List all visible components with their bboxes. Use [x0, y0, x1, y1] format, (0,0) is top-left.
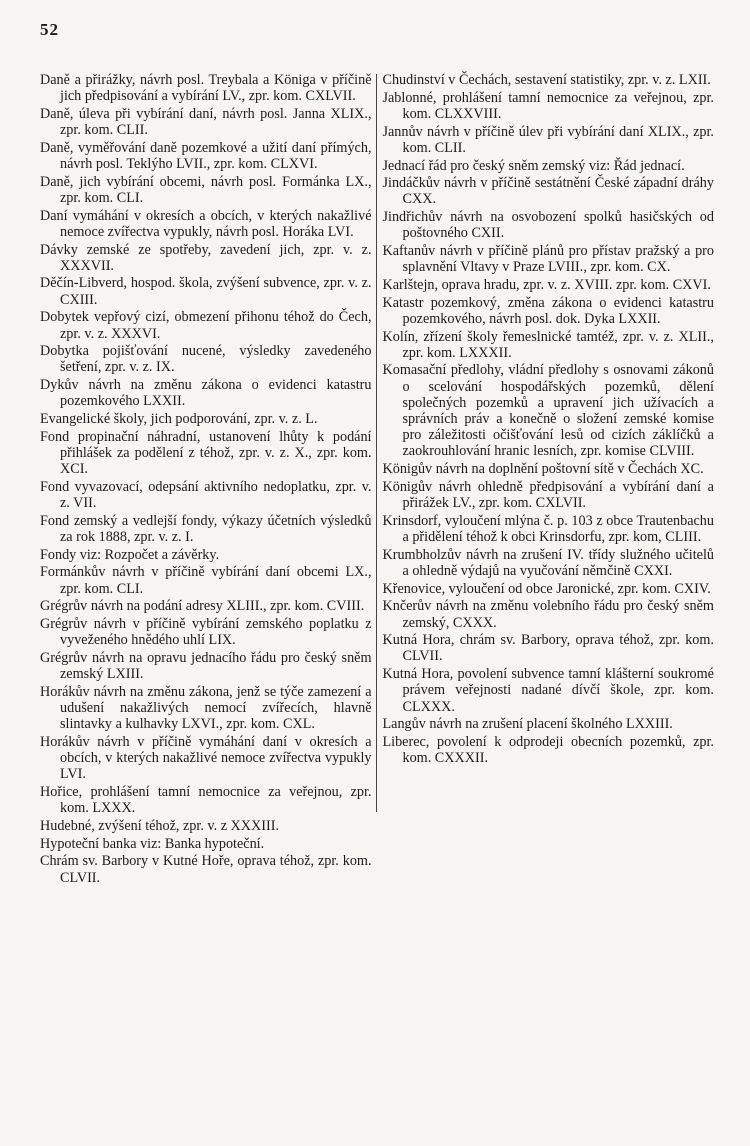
index-entry: Hudebné, zvýšení téhož, zpr. v. z XXXIII.: [40, 817, 280, 834]
index-entry: Jednací řád pro český sněm zemský viz: Řád jednací.: [382, 157, 685, 174]
index-entry: Fond propinační náhradní, ustanovení lhůty k podání přihlášek za podělení z téhož, zpr. v. z. X., zpr. kom. XCI.: [40, 428, 372, 478]
index-entry: Chrám sv. Barbory v Kutné Hoře, oprava téhož, zpr. kom. CLVII.: [40, 853, 372, 886]
index-entry: Kutná Hora, povolení subvence tamní klášterní soukromé právem veřejnosti nadané dívčí škole, zpr. kom. CLXXX.: [382, 666, 714, 715]
index-entry: Dykův návrh na změnu zákona o evidenci katastru pozemkového LXXII.: [40, 377, 372, 410]
index-entry: Langův návrh na zrušení placení školného LXXIII.: [382, 716, 673, 733]
left-column: [40, 72, 376, 887]
index-entry: Grégrův návrh na podání adresy XLIII., zpr. kom. CVIII.: [40, 598, 365, 615]
index-entry: Fond vyvazovací, odepsání aktivního nedoplatku, zpr. v. z. VII.: [40, 478, 372, 512]
index-entry: Kaftanův návrh v příčině plánů pro přístav pražský a pro splavnění Vltavy v Praze LVIII., zpr. kom. CX.: [382, 243, 714, 276]
page-number: 52: [40, 20, 59, 39]
right-column: [376, 72, 714, 887]
index-entry: Kolín, zřízení školy řemeslnické tamtéž, zpr. v. z. XLII., zpr. kom. LXXXII.: [382, 328, 714, 361]
index-entry: Jindáčkův návrh v příčině sestátnění České západní dráhy CXX.: [382, 175, 714, 208]
index-entry: Kutná Hora, chrám sv. Barbory, oprava téhož, zpr. kom. CLVII.: [382, 632, 714, 665]
index-entry: Grégrův návrh v příčině vybírání zemského poplatku z vyveženého hnědého uhlí LIX.: [40, 616, 372, 649]
index-entry: Jindřichův návrh na osvobození spolků hasičských od poštovného CXII.: [382, 209, 714, 242]
index-entry: Horákův návrh na změnu zákona, jenž se týče zamezení a udušení nakažlivých nemocí zvířecích, hlavně slintavky a kulhavky LXVI., zpr. kom. CXL.: [40, 683, 372, 733]
index-entry: Daně, vyměřování daně pozemkové a užití daní přímých, návrh posl. Teklýho LVII., zpr. kom. CLXVI.: [40, 139, 372, 173]
index-entry: Königův návrh na doplnění poštovní sítě v Čechách XC.: [382, 461, 704, 478]
index-entry: Grégrův návrh na opravu jednacího řádu pro český sněm zemský LXIII.: [40, 649, 372, 683]
index-entry: Evangelické školy, jich podporování, zpr. v. z. L.: [40, 411, 318, 428]
index-entry: Hořice, prohlášení tamní nemocnice za veřejnou, zpr. kom. LXXX.: [40, 784, 372, 817]
index-entry: Krinsdorf, vyloučení mlýna č. p. 103 z obce Trautenbachu a přidělení téhož k obci Krinsdorfu, zpr. kom, CLIII.: [382, 512, 714, 545]
index-entry: Horákův návrh v příčině vymáhání daní v okresích a obcích, v kterých nakažlivé nemoce zvířectva vypukly LVI.: [40, 733, 372, 783]
index-entry: Dobytka pojišťování nucené, výsledky zavedeného šetření, zpr. v. z. IX.: [40, 343, 372, 376]
index-entry: Dávky zemské ze spotřeby, zavedení jich, zpr. v. z. XXXVII.: [40, 241, 372, 274]
index-entry: Daní vymáhání v okresích a obcích, v kterých nakažlivé nemoce zvířectva vypukly, návrh posl. Horáka LVI.: [40, 207, 372, 240]
index-entry: Jannův návrh v příčině úlev při vybírání daní XLIX., zpr. kom. CLII.: [382, 123, 714, 156]
index-entry: Königův návrh ohledně předpisování a vybírání daní a přirážek LV., zpr. kom. CXLVII.: [382, 478, 714, 512]
index-entry: Fond zemský a vedlejší fondy, výkazy účetních výsledků za rok 1888, zpr. v. z. I.: [40, 512, 372, 545]
index-entry: Knčerův návrh na změnu volebního řádu pro český sněm zemský, CXXX.: [382, 598, 714, 631]
index-entry: Daně a přirážky, návrh posl. Treybala a Königa v příčině jich předpisování a vybírání LV., zpr. kom. CXLVII.: [40, 72, 372, 105]
index-entry: Fondy viz: Rozpočet a závěrky.: [40, 546, 220, 563]
index-entry: Děčín-Libverd, hospod. škola, zvýšení subvence, zpr. v. z. CXIII.: [40, 275, 372, 308]
index-entry: Komasační předlohy, vládní předlohy s osnovami zákonů o scelování hospodářských pozemků, dělení společných pozemků a upravení jich užívacích a správních práv a konečně o složení zemské komise pro záležitosti očišťování lesů od cizích záklíčků a zaokrouhlování hranic lesních, zpr. komise CLVIII.: [382, 362, 714, 460]
index-entry: Daně, jich vybírání obcemi, návrh posl. Formánka LX., zpr. kom. CLI.: [40, 173, 372, 206]
index-entry: Hypoteční banka viz: Banka hypoteční.: [40, 835, 265, 852]
index-entry: Daně, úleva při vybírání daní, návrh posl. Janna XLIX., zpr. kom. CLII.: [40, 105, 372, 139]
index-entry: Karlštejn, oprava hradu, zpr. v. z. XVIII. zpr. kom. CXVI.: [382, 276, 711, 293]
index-entry: Formánkův návrh v příčině vybírání daní obcemi LX., zpr. kom. CLI.: [40, 564, 372, 597]
index-entry: Chudinství v Čechách, sestavení statistiky, zpr. v. z. LXII.: [382, 72, 711, 88]
index-entry: Křenovice, vyloučení od obce Jaronické, zpr. kom. CXIV.: [382, 580, 711, 597]
index-entry: Dobytek vepřový cizí, obmezení přihonu téhož do Čech, zpr. v. z. XXXVI.: [40, 309, 372, 342]
index-entry: Krumbholzův návrh na zrušení IV. třídy služného učitelů a ohledně výdajů na vyučování němčině CXXI.: [382, 546, 714, 579]
index-entry: Katastr pozemkový, změna zákona o evidenci katastru pozemkového, návrh posl. dok. Dyka LXXII.: [382, 294, 714, 327]
index-entry: Jablonné, prohlášení tamní nemocnice za veřejnou, zpr. kom. CLXXVIII.: [382, 89, 714, 122]
index-entry: Liberec, povolení k odprodeji obecních pozemků, zpr. kom. CXXXII.: [382, 733, 714, 767]
index-columns: [40, 72, 714, 887]
